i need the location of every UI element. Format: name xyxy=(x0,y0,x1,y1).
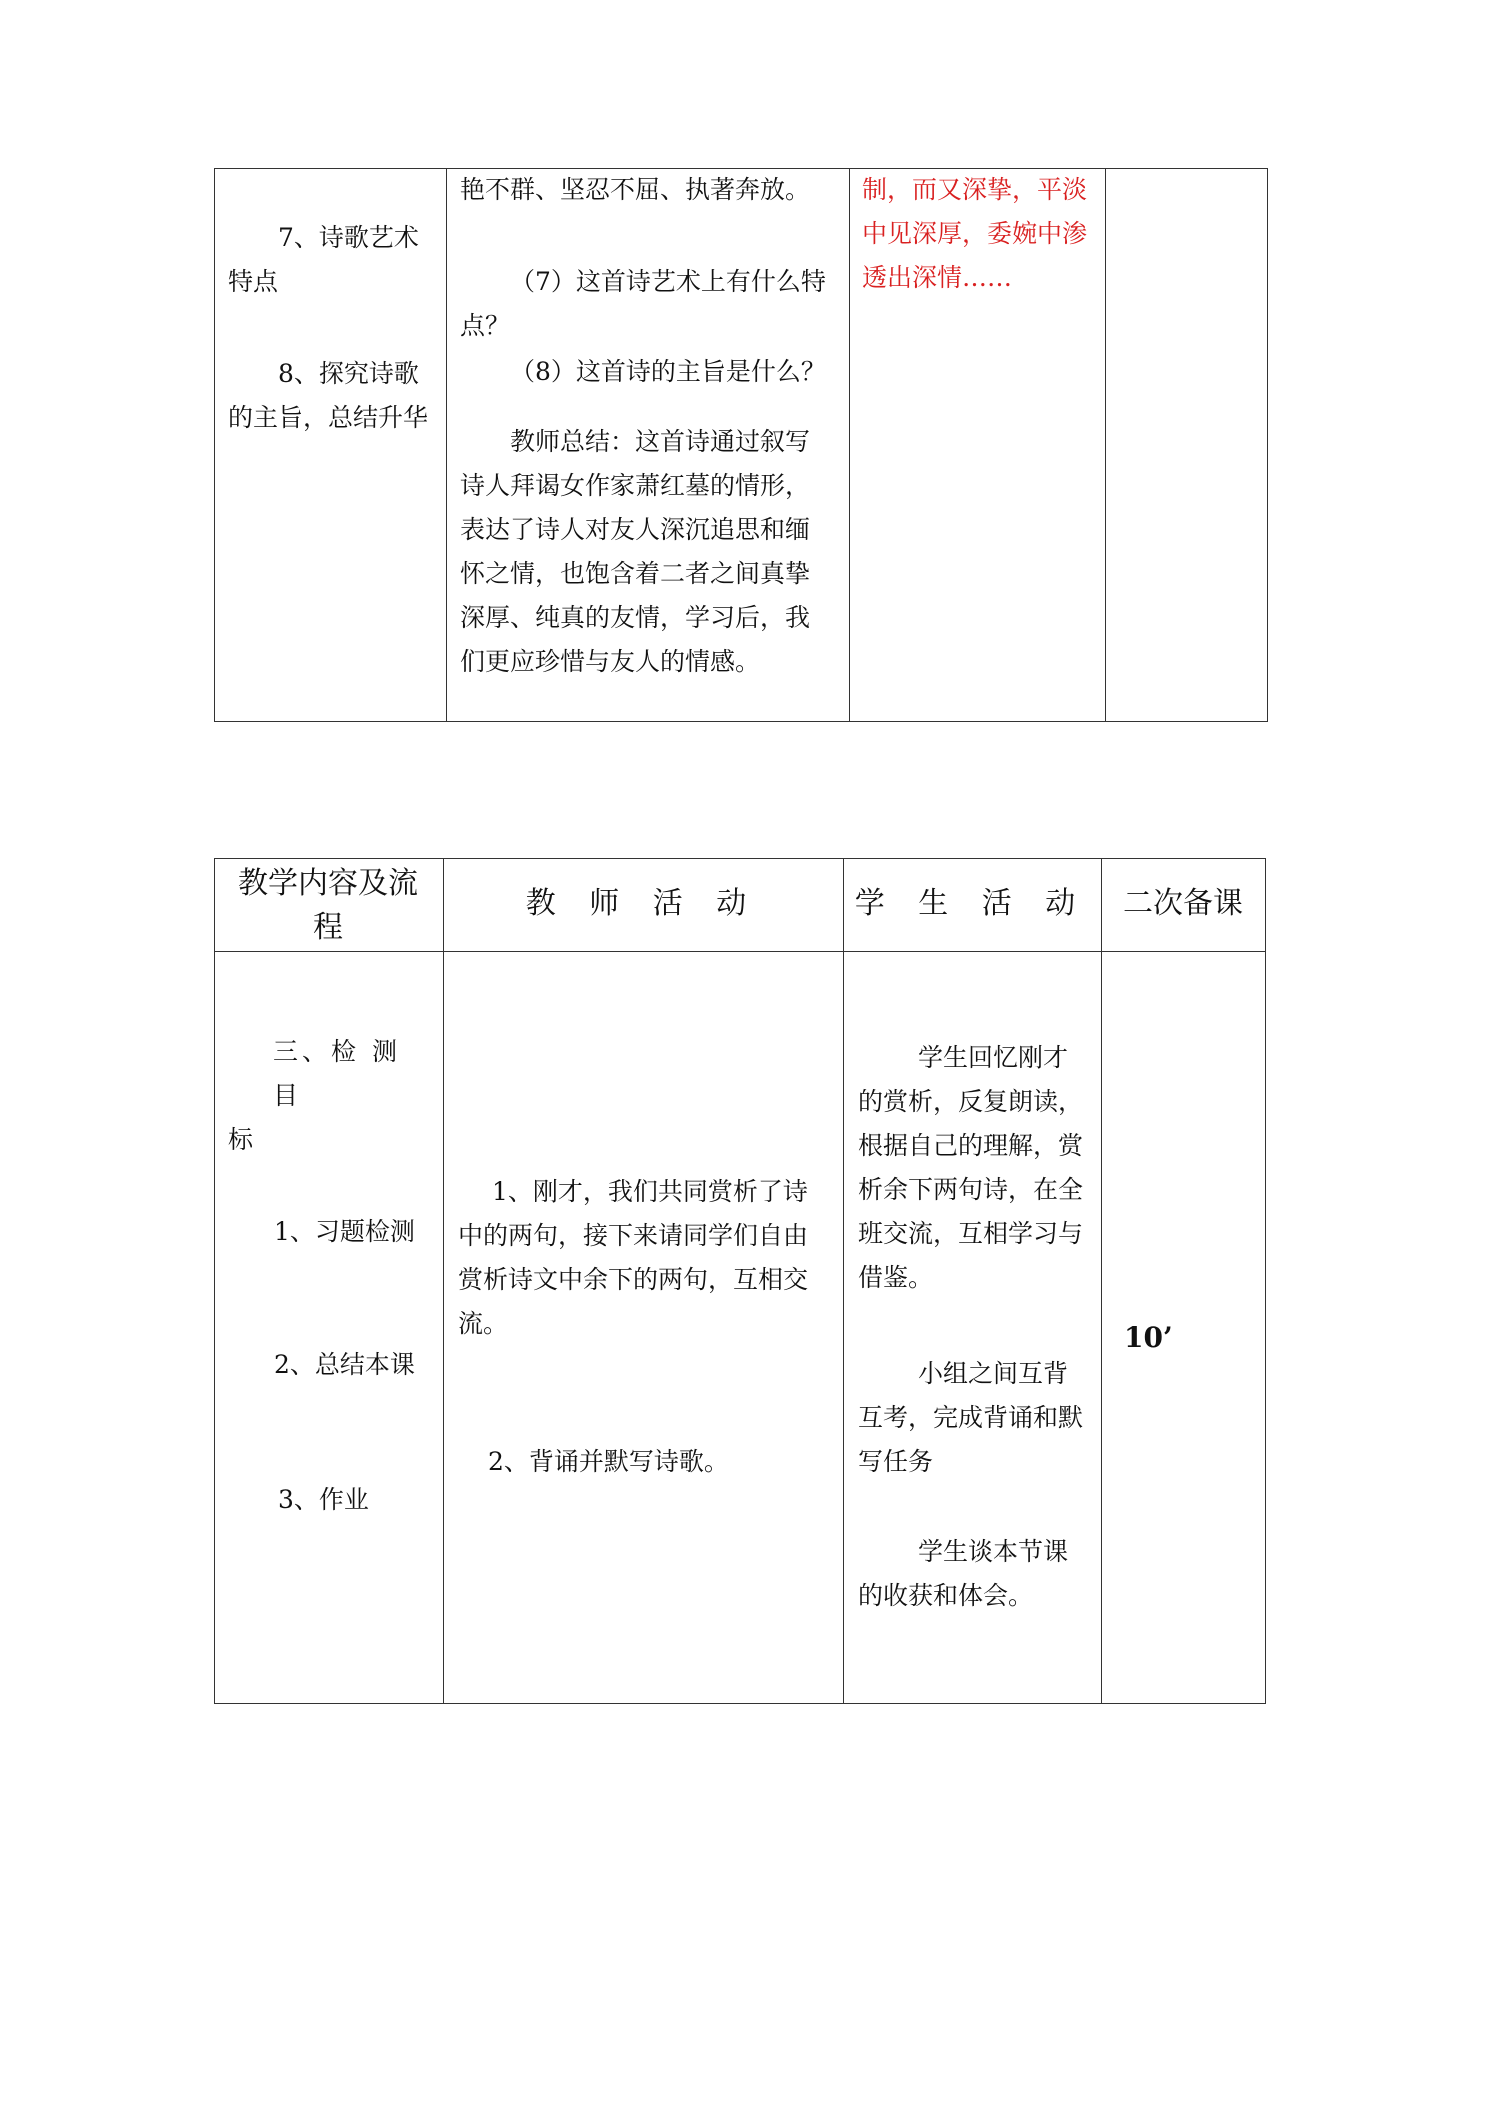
content-item-8-line2: 的主旨，总结升华 xyxy=(228,403,429,432)
header-teacher-activity: 教 师 活 动 xyxy=(525,886,759,921)
section-check-goals-line2: 标 xyxy=(228,1125,254,1154)
student-activity-2-line1: 小组之间互背 xyxy=(918,1359,1069,1388)
item-exercise-check: 1、习题检测 xyxy=(274,1217,415,1246)
header-student-activity: 学 生 活 动 xyxy=(854,886,1088,921)
item-homework: 3、作业 xyxy=(278,1485,369,1514)
content-item-8 xyxy=(228,352,443,440)
section-check-goals xyxy=(228,1030,438,1162)
question-7-line2: 点？ xyxy=(460,311,511,340)
header-content-flow xyxy=(214,862,442,950)
student-activity-2 xyxy=(858,1352,1108,1484)
column-divider xyxy=(443,859,444,1703)
student-activity-1-line1: 学生回忆刚才 xyxy=(918,1043,1069,1072)
header-divider xyxy=(215,951,1265,952)
header-second-prep: 二次备课 xyxy=(1123,886,1243,921)
student-activity-2-line3: 写任务 xyxy=(858,1447,934,1476)
student-activity-3-line2: 的收获和体会。 xyxy=(858,1581,1034,1610)
student-activity-3-line1: 学生谈本节课 xyxy=(918,1537,1069,1566)
teacher-activity-1-line4: 流。 xyxy=(458,1309,509,1338)
teacher-summary-line1: 教师总结：这首诗通过叙写 xyxy=(510,427,811,456)
student-activity-3 xyxy=(858,1530,1108,1618)
student-activity-1 xyxy=(858,1036,1108,1300)
teacher-summary-line2: 诗人拜谒女作家萧红墓的情形， xyxy=(460,471,811,500)
teacher-summary xyxy=(460,420,840,684)
column-divider xyxy=(446,169,447,721)
teacher-summary-line4: 怀之情，也饱含着二者之间真挚 xyxy=(460,559,811,588)
teacher-activity-1-line2: 中的两句，接下来请同学们自由 xyxy=(458,1221,809,1250)
student-analysis-line2: 中见深厚，委婉中渗 xyxy=(862,219,1088,248)
column-divider xyxy=(843,859,844,1703)
content-item-7 xyxy=(228,216,443,304)
student-activity-1-line2: 的赏析，反复朗读， xyxy=(858,1087,1084,1116)
question-8: （8）这首诗的主旨是什么？ xyxy=(510,357,826,386)
content-item-7-line1: 7、诗歌艺术 xyxy=(278,223,419,252)
header-content-flow-line1: 教学内容及流 xyxy=(238,866,418,901)
question-7 xyxy=(460,260,840,348)
student-activity-1-line6: 借鉴。 xyxy=(858,1263,934,1292)
section-check-goals-line1: 三、检 测 目 xyxy=(273,1037,401,1110)
teacher-activity-1-line1: 1、刚才，我们共同赏析了诗 xyxy=(492,1177,808,1206)
student-activity-1-line5: 班交流，互相学习与 xyxy=(858,1219,1084,1248)
teacher-text-top: 艳不群、坚忍不屈、执著奔放。 xyxy=(460,175,811,204)
content-item-8-line1: 8、探究诗歌 xyxy=(278,359,419,388)
item-lesson-summary: 2、总结本课 xyxy=(274,1350,415,1379)
teacher-summary-line6: 们更应珍惜与友人的情感。 xyxy=(460,647,761,676)
student-activity-1-line4: 析余下两句诗，在全 xyxy=(858,1175,1084,1204)
teacher-activity-1 xyxy=(458,1170,838,1346)
student-analysis-red xyxy=(862,168,1112,300)
student-activity-1-line3: 根据自己的理解，赏 xyxy=(858,1131,1084,1160)
teacher-activity-2: 2、背诵并默写诗歌。 xyxy=(488,1447,729,1476)
header-content-flow-line2: 程 xyxy=(313,910,343,945)
student-analysis-line1: 制，而又深挚，平淡 xyxy=(862,175,1088,204)
teacher-activity-1-line3: 赏析诗文中余下的两句，互相交 xyxy=(458,1265,809,1294)
content-item-7-line2: 特点 xyxy=(228,267,279,296)
question-7-line1: （7）这首诗艺术上有什么特 xyxy=(510,267,826,296)
time-allocation: 10’ xyxy=(1124,1321,1173,1354)
student-activity-2-line2: 互考，完成背诵和默 xyxy=(858,1403,1084,1432)
column-divider xyxy=(849,169,850,721)
teacher-summary-line5: 深厚、纯真的友情，学习后，我 xyxy=(460,603,811,632)
teacher-summary-line3: 表达了诗人对友人深沉追思和缅 xyxy=(460,515,811,544)
student-analysis-line3: 透出深情…… xyxy=(862,263,1013,292)
